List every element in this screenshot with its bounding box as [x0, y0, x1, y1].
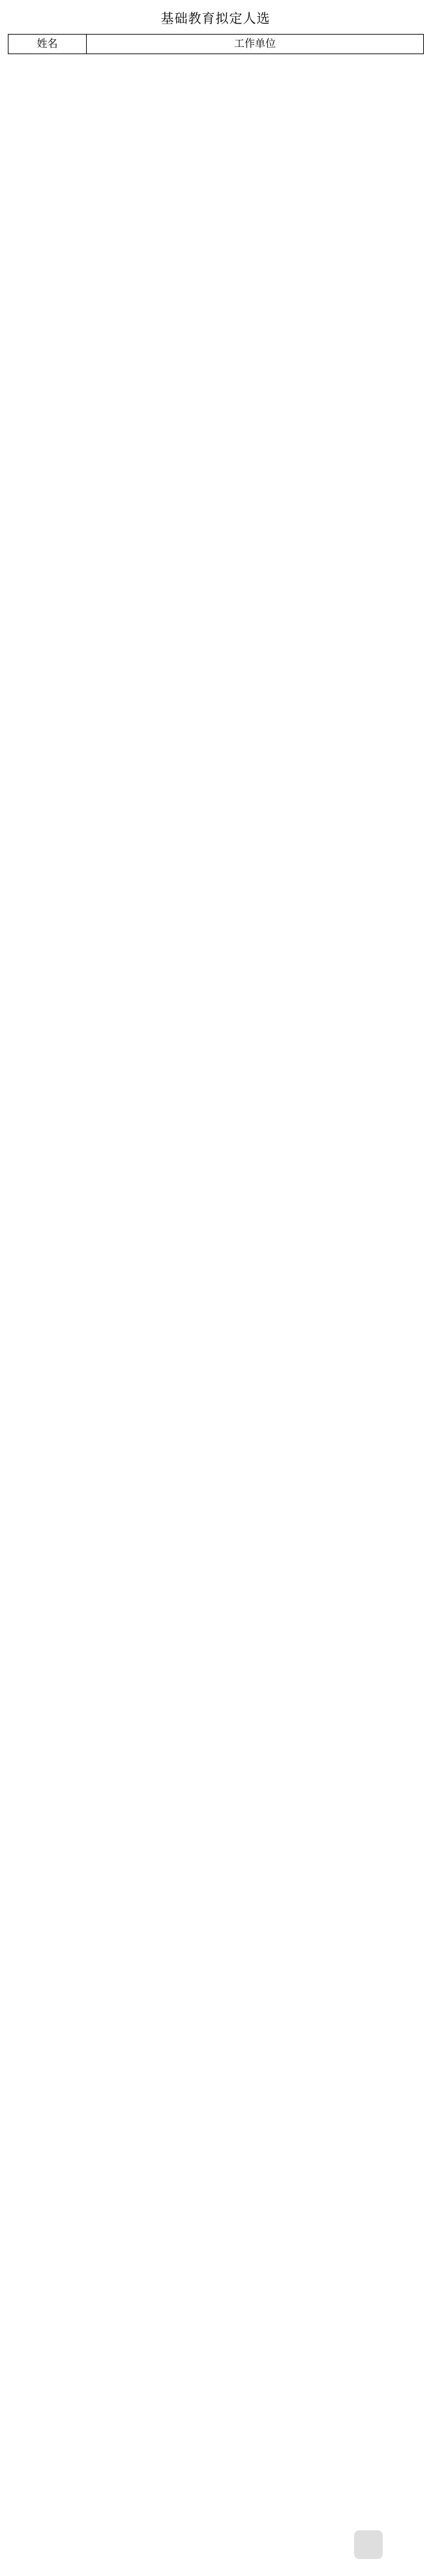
- document-title: 基础教育拟定人选: [160, 10, 271, 26]
- column-header-unit: 工作单位: [87, 35, 424, 54]
- column-header-name: 姓名: [8, 35, 87, 54]
- table-header-row: [8, 35, 424, 54]
- watermark-logo-icon: [354, 2530, 383, 2559]
- candidate-table: [8, 34, 424, 54]
- watermark-text: 川观: [385, 2536, 419, 2556]
- watermark: [354, 2530, 419, 2559]
